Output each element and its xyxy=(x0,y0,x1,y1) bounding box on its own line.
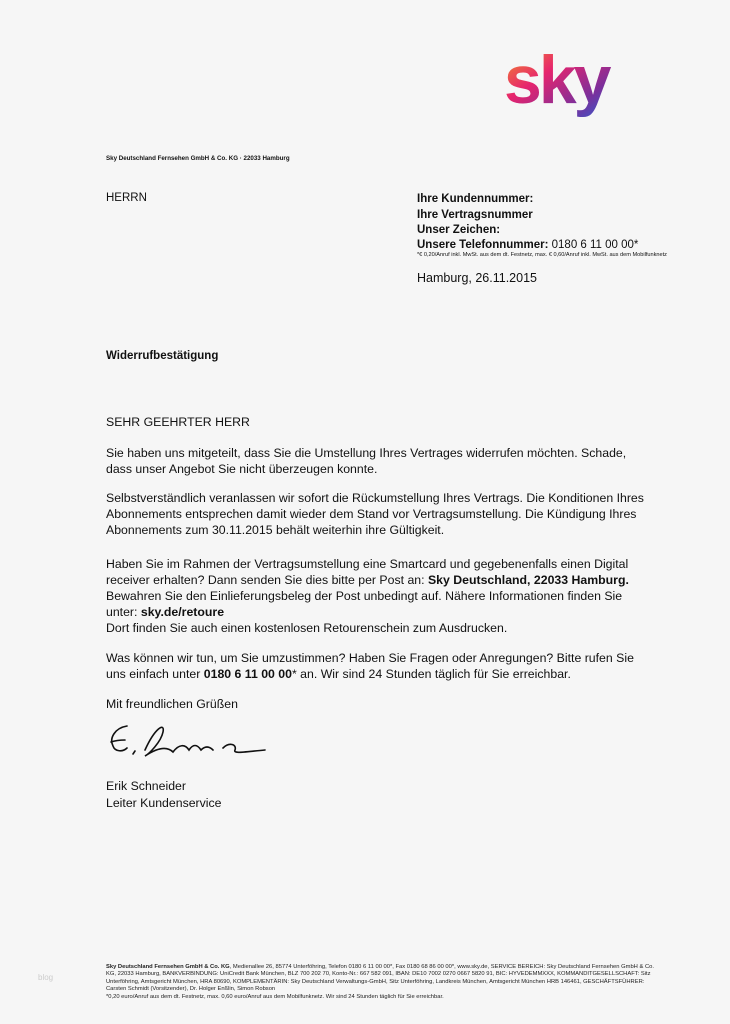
phone-line xyxy=(417,237,638,253)
phone-note: *€ 0,20/Anruf inkl. MwSt. aus dem dt. Festnetz, max. € 0,60/Anruf inkl. MwSt. aus dem Mobilfunknetz xyxy=(417,252,667,258)
p3-text: Haben Sie im Rahmen der Vertragsumstellung eine Smartcard und gegebenenfalls einen Digital receiver erhalten? Dann senden Sie dies bitte per Post an: xyxy=(106,557,629,587)
footer-company: Sky Deutschland Fernsehen GmbH & Co. KG xyxy=(106,964,230,970)
p4-text: Was können wir tun, um Sie umzustimmen? Haben Sie Fragen oder Anregungen? Bitte rufen Sie uns einfach unter xyxy=(106,651,634,681)
salutation: SEHR GEEHRTER HERR xyxy=(106,415,250,429)
footer-text: , Medienallee 26, 85774 Unterföhring, Telefon 0180 6 11 00 00*, Fax 0180 68 86 00 00*, www.sky.de, SERVICE BEREICH: Sky Deutschland Fernsehen GmbH & Co. KG, 22033 Hamburg, BANKVERBINDUNG: UniCredit Bank München, BLZ 700 202 70, Konto-Nr.: 667 582 091, IBAN: DE10 7002 0270 0667 5820 91, BIC: HYVEDEMMXXX, KOMMANDITGESELLSCHAFT: Sitz Unterföhring, Amtsgericht München, HRA 80690, KOMPLEMENTÄRIN: Sky Deutschland Verwaltungs-GmbH, Sitz Unterföhring, Landkreis München, Amtsgericht München HRB 146461, GESCHÄFTSFÜHRER: Carsten Schmidt (Vorsitzender), Dr. Holger Enßlin, Simon Robson xyxy=(106,964,654,993)
contract-number-label: Ihre Vertragsnummer xyxy=(417,209,533,221)
reference-label: Unser Zeichen: xyxy=(417,224,501,236)
signer-title: Leiter Kundenservice xyxy=(106,796,222,810)
svg-text:sky: sky xyxy=(504,45,609,118)
watermark: blog xyxy=(38,973,54,982)
subject: Widerrufbestätigung xyxy=(106,350,219,362)
p3-text-2: Bewahren Sie den Einlieferungsbeleg der Post unbedingt auf. Nähere Informationen finden Sie unter: xyxy=(106,589,623,619)
paragraph-3 xyxy=(106,556,646,636)
paragraph-2: Selbstverständlich veranlassen wir sofort die Rückumstellung Ihres Vertrags. Die Konditionen Ihres Abonnements entsprechen damit wieder dem Stand vor Vertragsumstellung. Die Kündigung Ihres Abonnements zum 30.11.2015 behält weiterhin ihre Gültigkeit. xyxy=(106,491,644,537)
retoure-link[interactable]: sky.de/retoure xyxy=(140,605,225,619)
letter-date: Hamburg, 26.11.2015 xyxy=(417,271,537,285)
hotline-number: 0180 6 11 00 00 xyxy=(203,667,292,681)
footer xyxy=(106,964,656,1001)
return-address: Sky Deutschland, 22033 Hamburg. xyxy=(427,573,629,587)
p3-text-3: Dort finden Sie auch einen kostenlosen Retourenschein zum Ausdrucken. xyxy=(106,621,508,635)
paragraph-1: Sie haben uns mitgeteilt, dass Sie die Umstellung Ihres Vertrages widerrufen möchten. Schade, dass unser Angebot Sie nicht überzeugen konnte. xyxy=(106,446,627,476)
sender-line: Sky Deutschland Fernsehen GmbH & Co. KG · 22033 Hamburg xyxy=(106,155,290,162)
footer-note: *0,20 euro/Anruf aus dem dt. Festnetz, max. 0,60 euro/Anruf aus dem Mobilfunknetz. Wir sind 24 Stunden täglich für Sie erreichbar. xyxy=(106,993,444,1000)
paragraph-4 xyxy=(106,650,646,682)
closing: Mit freundlichen Grüßen xyxy=(106,697,238,711)
customer-number-label: Ihre Kundennummer: xyxy=(417,193,534,205)
signer-name: Erik Schneider xyxy=(106,779,186,793)
p4-text-2: * an. Wir sind 24 Stunden täglich für Sie erreichbar. xyxy=(291,667,571,681)
signature xyxy=(105,718,275,768)
phone-label: Unsere Telefonnummer: xyxy=(417,239,549,251)
phone-value: 0180 6 11 00 00* xyxy=(551,239,639,251)
sky-logo xyxy=(500,45,630,125)
recipient: HERRN xyxy=(106,192,147,204)
